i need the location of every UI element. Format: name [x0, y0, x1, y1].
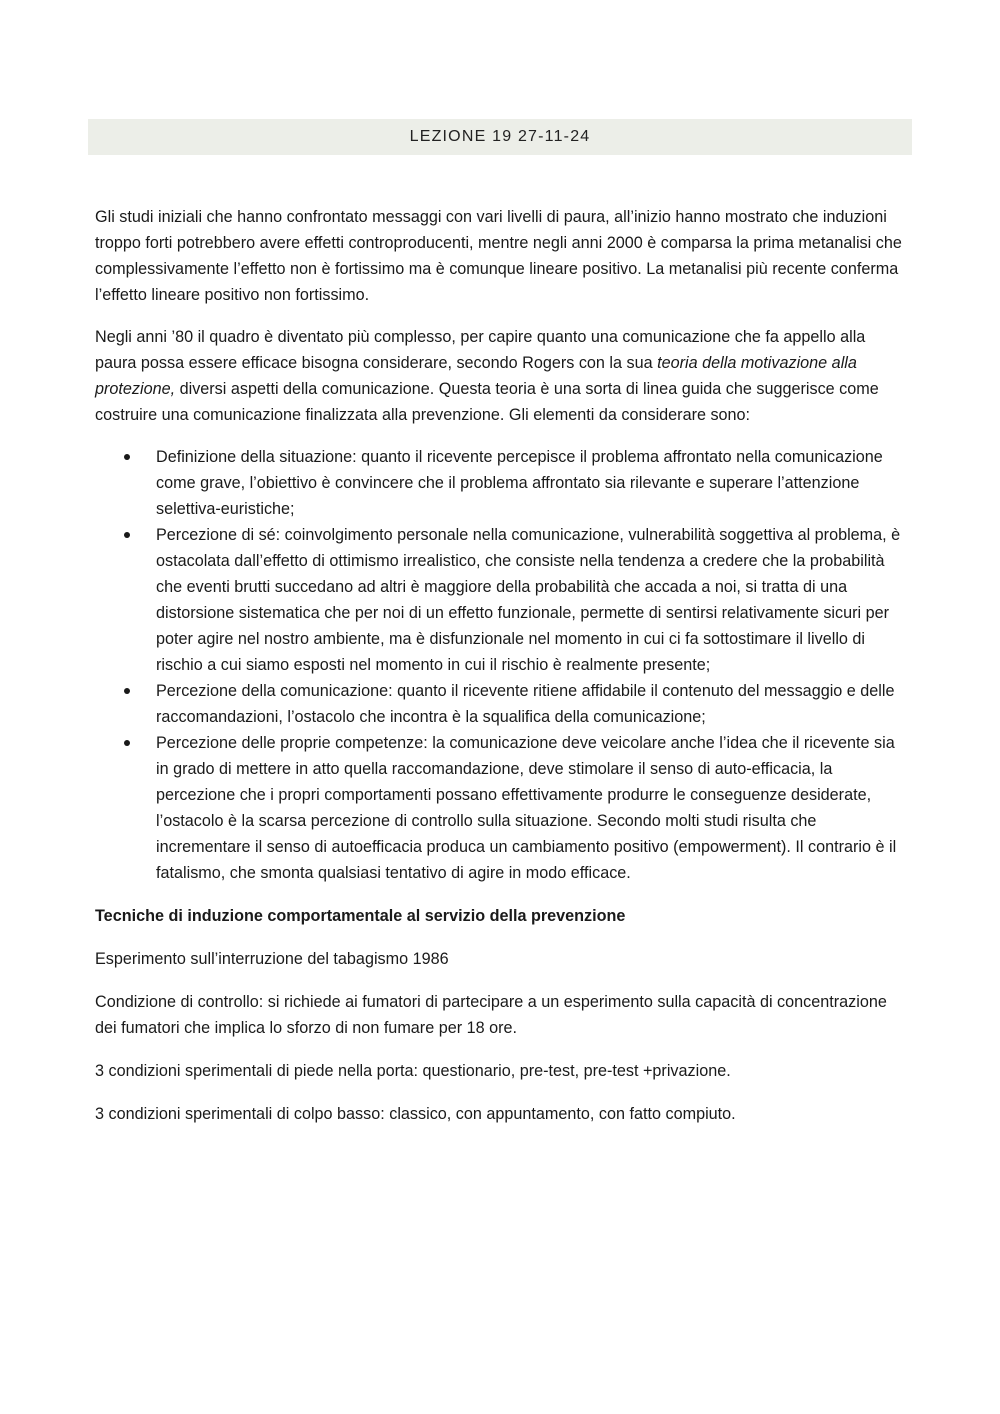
- bullet-icon: [124, 532, 130, 538]
- list-item: [95, 678, 910, 730]
- list-item-text: Percezione della comunicazione: quanto il ricevente ritiene affidabile il contenuto del messaggio e delle raccomandazioni, l’ostacolo che incontra è la squalifica della comunicazione;: [156, 682, 895, 726]
- paragraph-experiment: Esperimento sull’interruzione del tabagismo 1986: [95, 950, 449, 968]
- paragraph-rogers: [95, 324, 910, 428]
- paragraph-rogers-text-1: Negli anni ’80 il quadro è diventato più complesso, per capire quanto una comunicazione che fa appello alla paura possa essere efficace bisogna considerare, secondo Rogers con la sua: [95, 328, 866, 372]
- theory-name: teoria della motivazione alla protezione,: [95, 354, 857, 398]
- paragraph-rogers-text-2: diversi aspetti della comunicazione. Questa teoria è una sorta di linea guida che suggerisce come costruire una comunicazione finalizzata alla prevenzione. Gli elementi da considerare sono:: [95, 380, 879, 424]
- list-item-text: Definizione della situazione: quanto il ricevente percepisce il problema affrontato nella comunicazione come grave, l’obiettivo è convincere che il problema affrontato sia rilevante e superare l’attenzione selettiva-euristiche;: [156, 448, 883, 518]
- bullet-icon: [124, 740, 130, 746]
- list-item: [95, 444, 910, 522]
- paragraph-intro: Gli studi iniziali che hanno confrontato messaggi con vari livelli di paura, all’inizio hanno mostrato che induzioni troppo forti potrebbero avere effetti controproducenti, mentre negli anni 2000 è comparsa la prima metanalisi che complessivamente l’effetto non è fortissimo ma è comunque lineare positivo. La metanalisi più recente conferma l’effetto lineare positivo non fortissimo.: [95, 208, 902, 304]
- elements-list: [95, 444, 910, 886]
- bullet-icon: [124, 688, 130, 694]
- paragraph-control-condition: Condizione di controllo: si richiede ai fumatori di partecipare a un esperimento sulla capacità di concentrazione dei fumatori che implica lo sforzo di non fumare per 18 ore.: [95, 993, 887, 1037]
- list-item: [95, 730, 910, 886]
- paragraph-foot-in-door: 3 condizioni sperimentali di piede nella porta: questionario, pre-test, pre-test +privazione.: [95, 1062, 731, 1080]
- section-heading: Tecniche di induzione comportamentale al servizio della prevenzione: [95, 907, 626, 925]
- bullet-icon: [124, 454, 130, 460]
- document-body: [95, 204, 910, 1144]
- list-item: [95, 522, 910, 678]
- paragraph-low-ball: 3 condizioni sperimentali di colpo basso: classico, con appuntamento, con fatto compiuto.: [95, 1105, 736, 1123]
- page-title: LEZIONE 19 27-11-24: [409, 128, 591, 145]
- list-item-text: Percezione delle proprie competenze: la comunicazione deve veicolare anche l’idea che il ricevente sia in grado di mettere in atto quella raccomandazione, deve stimolare il senso di auto-efficacia, la percezione che i propri comportamenti possano effettivamente produrre le conseguenze desiderate, l’ostacolo è la scarsa percezione di controllo sulla situazione. Secondo molti studi risulta che incrementare il senso di autoefficacia produca un cambiamento positivo (empowerment). Il contrario è il fatalismo, che smonta qualsiasi tentativo di agire in modo efficace.: [156, 734, 897, 882]
- title-banner: [88, 119, 912, 155]
- list-item-text: Percezione di sé: coinvolgimento personale nella comunicazione, vulnerabilità soggettiva al problema, è ostacolata dall’effetto di ottimismo irrealistico, che consiste nella tendenza a credere che la probabilità che eventi brutti succedano ad altri è maggiore della probabilità che accada a noi, si tratta di una distorsione sistematica che per noi di un effetto funzionale, permette di sentirsi relativamente sicuri per poter agire nel nostro ambiente, ma è disfunzionale nel momento in cui ci fa sottostimare il livello di rischio a cui siamo esposti nel momento in cui il rischio è realmente presente;: [156, 526, 901, 674]
